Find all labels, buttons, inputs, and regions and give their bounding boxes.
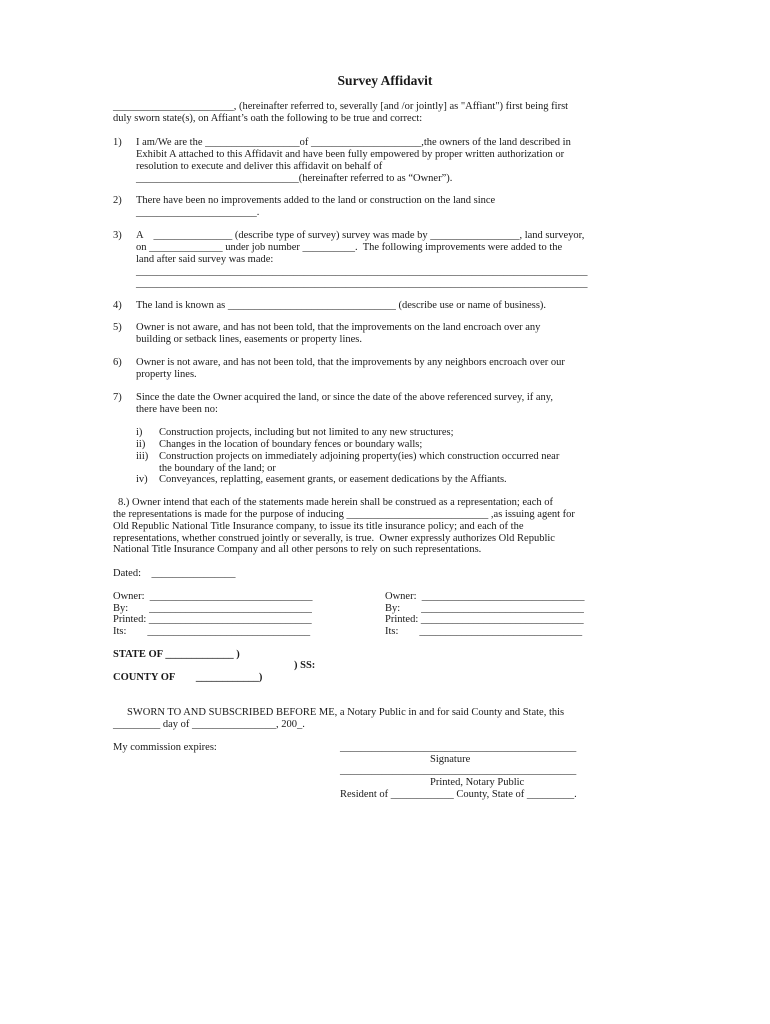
item-6-number: 6) bbox=[113, 357, 122, 368]
notary-signature-line: _____________________________________________ bbox=[340, 742, 577, 753]
item-8-line-1: 8.) Owner intend that each of the statements made herein shall be construed as a representation; each of bbox=[118, 497, 553, 508]
venue-ss: ) SS: bbox=[294, 660, 316, 671]
subitem-iv-line-1: Conveyances, replatting, easement grants, or easement dedications by the Affiants. bbox=[159, 474, 507, 485]
item-3-line-1: A _______________ (describe type of survey) survey was made by _________________, land surveyor, bbox=[136, 230, 585, 241]
item-5-number: 5) bbox=[113, 322, 122, 333]
owner-left-printed: Printed: _______________________________ bbox=[113, 614, 312, 625]
notary-printed-line: _____________________________________________ bbox=[340, 765, 577, 776]
owner-left-owner: Owner: _______________________________ bbox=[113, 591, 313, 602]
subitem-iii-line-2: the boundary of the land; or bbox=[159, 463, 276, 474]
item-3-number: 3) bbox=[113, 230, 122, 241]
item-1-line-4: _______________________________(hereinafter referred to as “Owner”). bbox=[136, 173, 453, 184]
item-1-number: 1) bbox=[113, 137, 122, 148]
subitem-ii-number: ii) bbox=[136, 439, 146, 450]
item-1-line-1: I am/We are the __________________of _____________________,the owners of the land described in bbox=[136, 137, 571, 148]
owner-left-by: By: _______________________________ bbox=[113, 603, 312, 614]
item-2-line-2: _______________________. bbox=[136, 207, 260, 218]
item-7-number: 7) bbox=[113, 392, 122, 403]
notary-resident: Resident of ____________ County, State of _________. bbox=[340, 789, 577, 800]
venue-county: COUNTY OF ____________) bbox=[113, 672, 263, 683]
item-5-line-1: Owner is not aware, and has not been told, that the improvements on the land encroach over any bbox=[136, 322, 541, 333]
subitem-iii-line-1: Construction projects on immediately adjoining property(ies) which construction occurred near bbox=[159, 451, 560, 462]
item-4-number: 4) bbox=[113, 300, 122, 311]
dated-field: Dated: ________________ bbox=[113, 568, 236, 579]
notary-signature-label: Signature bbox=[430, 754, 471, 765]
subitem-i-line-1: Construction projects, including but not limited to any new structures; bbox=[159, 427, 454, 438]
item-6-line-2: property lines. bbox=[136, 369, 197, 380]
item-4-line-1: The land is known as ________________________________ (describe use or name of business). bbox=[136, 300, 547, 311]
item-2-line-1: There have been no improvements added to the land or construction on the land since bbox=[136, 195, 496, 206]
document-title: Survey Affidavit bbox=[337, 73, 433, 88]
item-5-line-2: building or setback lines, easements or property lines. bbox=[136, 334, 362, 345]
venue-state: STATE OF _____________ ) bbox=[113, 649, 240, 660]
subitem-i-number: i) bbox=[136, 427, 143, 438]
owner-right-owner: Owner: _______________________________ bbox=[385, 591, 585, 602]
item-8-line-4: representations, whether construed jointly or severally, is true. Owner expressly authorizes Old Republic bbox=[113, 533, 555, 544]
item-7-line-1: Since the date the Owner acquired the land, or since the date of the above referenced survey, if any, bbox=[136, 392, 553, 403]
commission-expires-label: My commission expires: bbox=[113, 742, 217, 753]
owner-right-by: By: _______________________________ bbox=[385, 603, 584, 614]
item-1-line-3: resolution to execute and deliver this affidavit on behalf of bbox=[136, 161, 383, 172]
subitem-iv-number: iv) bbox=[136, 474, 148, 485]
intro-line-2: duly sworn state(s), on Affiant’s oath the following to be true and correct: bbox=[113, 113, 423, 124]
subitem-iii-number: iii) bbox=[136, 451, 149, 462]
owner-right-its: Its: _______________________________ bbox=[385, 626, 583, 637]
intro-line-1: _______________________, (hereinafter referred to, severally [and /or jointly] as "Affiant") first being first bbox=[113, 101, 569, 112]
item-3-line-2: on ______________ under job number __________. The following improvements were added to the bbox=[136, 242, 563, 253]
item-6-line-1: Owner is not aware, and has not been told, that the improvements by any neighbors encroach over our bbox=[136, 357, 565, 368]
item-8-line-3: Old Republic National Title Insurance company, to issue its title insurance policy; and each of the bbox=[113, 521, 524, 532]
item-7-line-2: there have been no: bbox=[136, 404, 218, 415]
item-1-line-2: Exhibit A attached to this Affidavit and have been fully empowered by proper written authorization or bbox=[136, 149, 565, 160]
item-8-line-5: National Title Insurance Company and all other persons to rely on such representations. bbox=[113, 544, 482, 555]
owner-right-printed: Printed: _______________________________ bbox=[385, 614, 584, 625]
owner-left-its: Its: _______________________________ bbox=[113, 626, 311, 637]
notary-printed-label: Printed, Notary Public bbox=[430, 777, 525, 788]
subitem-ii-line-1: Changes in the location of boundary fences or boundary walls; bbox=[159, 439, 423, 450]
item-8-line-2: the representations is made for the purpose of inducing ___________________________ ,as issuing agent for bbox=[113, 509, 575, 520]
sworn-line-2: _________ day of ________________, 200_. bbox=[113, 719, 305, 730]
item-3-line-4: ______________________________________________________________________________________ bbox=[136, 266, 588, 277]
sworn-line-1: SWORN TO AND SUBSCRIBED BEFORE ME, a Notary Public in and for said County and State, this bbox=[127, 707, 565, 718]
item-3-line-3: land after said survey was made: bbox=[136, 254, 274, 265]
item-3-line-5: ______________________________________________________________________________________ bbox=[136, 278, 588, 289]
item-2-number: 2) bbox=[113, 195, 122, 206]
